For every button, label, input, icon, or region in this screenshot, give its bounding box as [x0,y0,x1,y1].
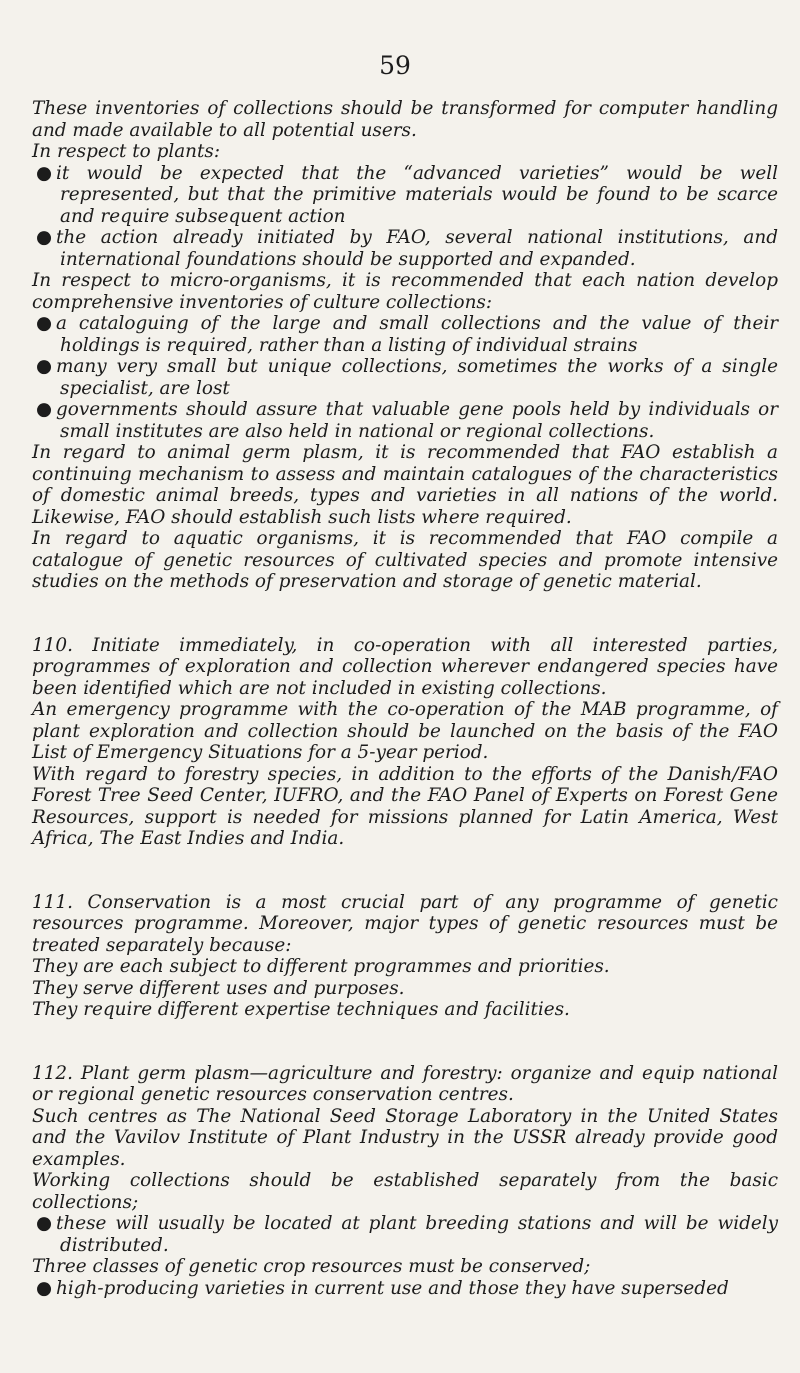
list-item: They require different expertise techniques and facilities. [32,999,570,1020]
bullet-text: these will usually be located at plant breeding stations and will be widely distributed. [56,1213,778,1256]
bullet-text: many very small but unique collections, sometimes the works of a single specialist, are lost [56,356,778,399]
bullet-icon: ● [36,399,53,420]
bullet-item [12,356,778,399]
paragraph: In regard to aquatic organisms, it is recommended that FAO compile a catalogue of genetic resources of cultivated species and promote intensive studies on the methods of preservation and storage of genetic material. [32,528,778,592]
bullet-text: the action already initiated by FAO, several national institutions, and international foundations should be supported and expanded. [56,227,778,270]
bullet-icon: ● [36,227,53,248]
bullet-item [12,1278,778,1300]
paragraph: Working collections should be established separately from the basic collections; [32,1170,778,1213]
paragraph: Three classes of genetic crop resources must be conserved; [32,1256,591,1277]
bullet-item [12,399,778,442]
paragraph: In respect to plants: [32,141,221,162]
paragraph: These inventories of collections should be transformed for computer handling and made available to all potential users. [32,98,778,141]
paragraph: An emergency programme with the co-operation of the MAB programme, of plant exploration and collection should be launched on the basis of the FAO List of Emergency Situations for a 5-year period. [32,699,778,763]
section-spacer [12,593,778,635]
bullet-text: it would be expected that the “advanced varieties” would be well represented, but that the primitive materials would be found to be scarce and require subsequent action [56,162,778,227]
numbered-paragraph: 112. Plant germ plasm—agriculture and forestry: organize and equip national or regional genetic resources conservation centres. [32,1062,778,1105]
numbered-paragraph: 110. Initiate immediately, in co-operation with all interested parties, programmes of exploration and collection wherever endangered species have been identified which are not included in existing collections. [32,634,778,699]
bullet-text: governments should assure that valuable gene pools held by individuals or small institutes are also held in national or regional collections. [56,399,778,442]
numbered-paragraph: 111. Conservation is a most crucial part of any programme of genetic resources programme. Moreover, major types of genetic resources must be treated separately because: [32,891,778,956]
bullet-icon: ● [36,1277,53,1299]
bullet-text: high-producing varieties in current use and those they have superseded [56,1277,729,1299]
paragraph: In regard to animal germ plasm, it is recommended that FAO establish a continuing mechanism to assess and maintain catalogues of the characteristics of domestic animal breeds, types and varieties in all nations of the world. Likewise, FAO should establish such lists where required. [32,442,778,528]
list-item: They serve different uses and purposes. [32,977,405,999]
bullet-item [12,1213,778,1256]
bullet-item [12,313,778,356]
bullet-item [12,227,778,270]
paragraph: Such centres as The National Seed Storage Laboratory in the United States and the Vavilov Institute of Plant Industry in the USSR already provide good examples. [32,1105,778,1170]
bullet-item [12,163,778,228]
bullet-icon: ● [36,356,53,377]
bullet-text: a cataloguing of the large and small collections and the value of their holdings is required, rather than a listing of individual strains [56,313,778,356]
section-spacer [12,850,778,892]
bullet-icon: ● [36,1213,53,1234]
page-number: 59 [379,51,411,80]
paragraph: With regard to forestry species, in addition to the efforts of the Danish/FAO Forest Tree Seed Center, IUFRO, and the FAO Panel of Experts on Forest Gene Resources, support is needed for missions planned for Latin America, West Africa, The East Indies and India. [32,763,778,849]
section-spacer [12,1021,778,1063]
list-item: They are each subject to different programmes and priorities. [32,956,610,977]
bullet-icon: ● [36,313,53,334]
paragraph: In respect to micro-organisms, it is recommended that each nation develop comprehensive inventories of culture collections: [32,270,778,313]
bullet-icon: ● [36,162,53,184]
